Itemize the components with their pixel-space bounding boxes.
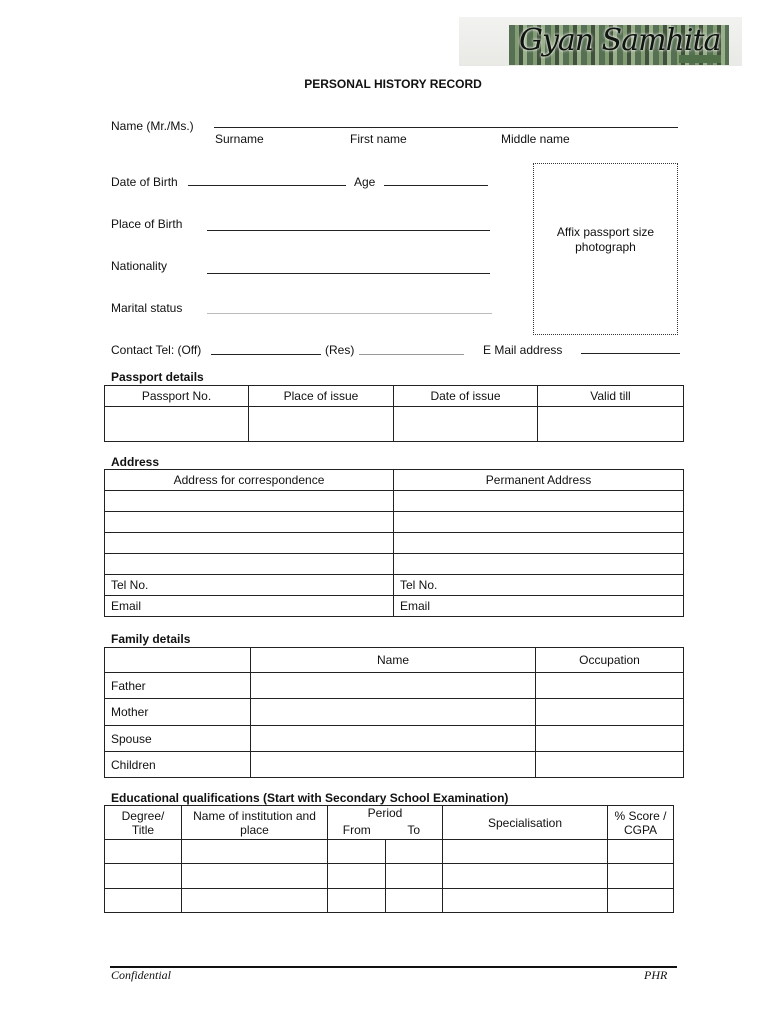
spouse-name-cell[interactable] [251, 726, 536, 752]
spouse-occupation-cell[interactable] [536, 726, 684, 752]
correspondence-address-line[interactable] [105, 554, 394, 575]
first-name-label: First name [350, 132, 407, 146]
date-of-issue-header: Date of issue [394, 386, 538, 407]
institution-cell[interactable] [182, 864, 328, 889]
place-of-birth-label: Place of Birth [111, 217, 183, 231]
email-address-field[interactable] [581, 353, 680, 354]
father-occupation-cell[interactable] [536, 673, 684, 699]
contact-off-label: Contact Tel: (Off) [111, 343, 202, 357]
children-name-cell[interactable] [251, 752, 536, 778]
family-name-header: Name [251, 648, 536, 673]
mother-name-cell[interactable] [251, 699, 536, 726]
specialisation-cell[interactable] [443, 864, 608, 889]
logo [459, 17, 742, 66]
degree-header: Degree/ Title [105, 806, 182, 840]
middle-name-label: Middle name [501, 132, 570, 146]
permanent-tel-cell[interactable]: Tel No. [394, 575, 684, 596]
score-cell[interactable] [608, 889, 674, 913]
name-label: Name (Mr./Ms.) [111, 119, 194, 133]
marital-status-label: Marital status [111, 301, 183, 315]
passport-no-cell[interactable] [105, 407, 249, 442]
surname-label: Surname [215, 132, 264, 146]
correspondence-tel-cell[interactable]: Tel No. [105, 575, 394, 596]
father-name-cell[interactable] [251, 673, 536, 699]
photo-instruction: Affix passport size photograph [556, 225, 655, 254]
period-header: Period [328, 806, 443, 821]
tel-off-field[interactable] [211, 354, 321, 355]
family-occupation-header: Occupation [536, 648, 684, 673]
period-to-header: To [386, 821, 443, 840]
passport-table [104, 385, 684, 442]
page-title: PERSONAL HISTORY RECORD [304, 77, 482, 91]
from-cell[interactable] [328, 889, 386, 913]
contact-res-label: (Res) [325, 343, 355, 357]
place-of-birth-field[interactable] [207, 230, 490, 231]
family-heading: Family details [111, 632, 191, 646]
place-of-issue-header: Place of issue [249, 386, 394, 407]
children-label: Children [105, 752, 251, 778]
nationality-label: Nationality [111, 259, 168, 273]
permanent-address-header: Permanent Address [394, 470, 684, 491]
email-address-label: E Mail address [483, 343, 563, 357]
correspondence-address-line[interactable] [105, 533, 394, 554]
tel-res-field[interactable] [359, 354, 464, 355]
family-table [104, 647, 684, 778]
dob-label: Date of Birth [111, 175, 178, 189]
institution-cell[interactable] [182, 840, 328, 864]
correspondence-address-line[interactable] [105, 512, 394, 533]
score-cell[interactable] [608, 864, 674, 889]
valid-till-cell[interactable] [538, 407, 684, 442]
place-of-issue-cell[interactable] [249, 407, 394, 442]
valid-till-header: Valid till [538, 386, 684, 407]
education-heading: Educational qualifications (Start with Secondary School Examination) [111, 791, 509, 805]
age-field[interactable] [384, 185, 488, 186]
logo-text: Gyan Samhita [519, 23, 721, 58]
education-table [104, 805, 674, 913]
family-relation-header [105, 648, 251, 673]
passport-heading: Passport details [111, 370, 204, 384]
score-header: % Score / CGPA [608, 806, 674, 840]
footer-rule [110, 966, 677, 968]
mother-occupation-cell[interactable] [536, 699, 684, 726]
address-table [104, 469, 684, 617]
address-heading: Address [111, 455, 160, 469]
dob-field[interactable] [188, 185, 346, 186]
specialisation-header: Specialisation [443, 806, 608, 840]
specialisation-cell[interactable] [443, 889, 608, 913]
name-field[interactable] [214, 127, 678, 128]
mother-label: Mother [105, 699, 251, 726]
degree-cell[interactable] [105, 889, 182, 913]
degree-cell[interactable] [105, 840, 182, 864]
age-label: Age [354, 175, 376, 189]
to-cell[interactable] [386, 889, 443, 913]
to-cell[interactable] [386, 840, 443, 864]
footer-phr: PHR [644, 968, 668, 982]
nationality-field[interactable] [207, 273, 490, 274]
from-cell[interactable] [328, 864, 386, 889]
institution-header: Name of institution and place [182, 806, 328, 840]
permanent-address-line[interactable] [394, 491, 684, 512]
to-cell[interactable] [386, 864, 443, 889]
correspondence-email-cell[interactable]: Email [105, 596, 394, 617]
institution-cell[interactable] [182, 889, 328, 913]
father-label: Father [105, 673, 251, 699]
correspondence-address-line[interactable] [105, 491, 394, 512]
spouse-label: Spouse [105, 726, 251, 752]
permanent-address-line[interactable] [394, 512, 684, 533]
date-of-issue-cell[interactable] [394, 407, 538, 442]
correspondence-address-header: Address for correspondence [105, 470, 394, 491]
from-cell[interactable] [328, 840, 386, 864]
permanent-address-line[interactable] [394, 554, 684, 575]
specialisation-cell[interactable] [443, 840, 608, 864]
footer-confidential: Confidential [111, 968, 171, 982]
degree-cell[interactable] [105, 864, 182, 889]
photo-box[interactable] [533, 163, 678, 335]
score-cell[interactable] [608, 840, 674, 864]
children-occupation-cell[interactable] [536, 752, 684, 778]
permanent-email-cell[interactable]: Email [394, 596, 684, 617]
marital-status-field[interactable] [207, 313, 492, 314]
passport-no-header: Passport No. [105, 386, 249, 407]
permanent-address-line[interactable] [394, 533, 684, 554]
period-from-header: From [328, 821, 386, 840]
